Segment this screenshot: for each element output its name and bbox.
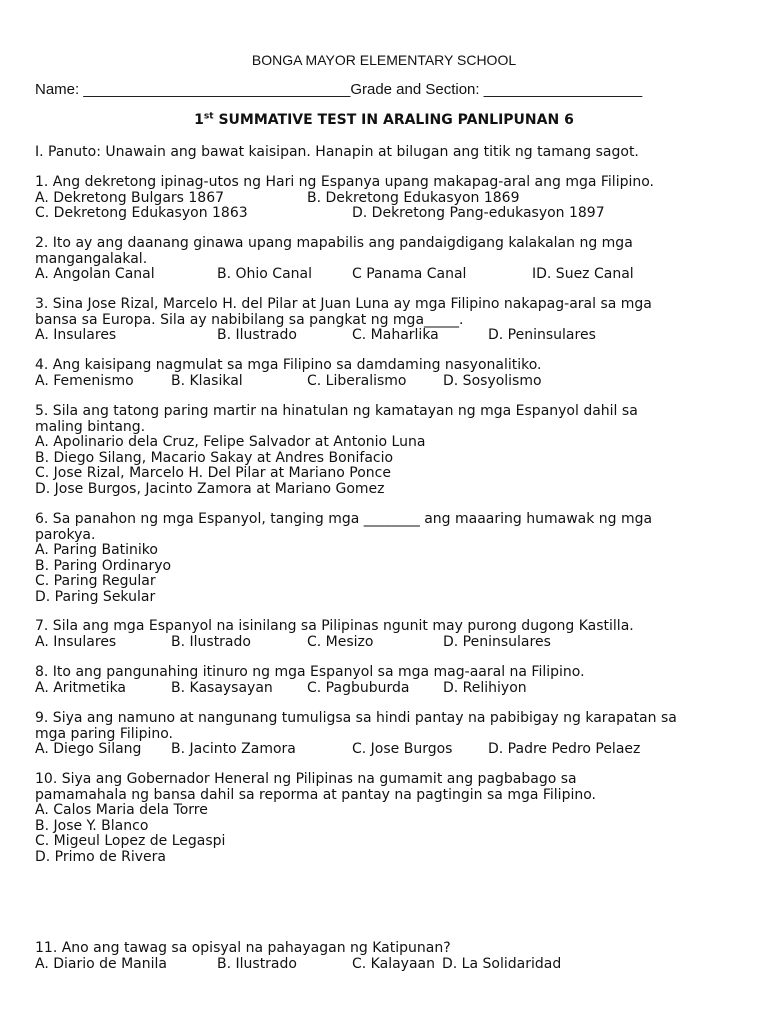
answer-option[interactable]: D. Peninsulares <box>488 327 596 343</box>
answer-option[interactable]: B. Ilustrado <box>171 633 251 650</box>
answer-option[interactable]: B. Ilustrado <box>217 327 297 343</box>
answer-option[interactable]: C. Migeul Lopez de Legaspi <box>35 833 226 849</box>
answer-option[interactable]: D. Dekretong Pang-edukasyon 1897 <box>352 205 605 221</box>
answer-option[interactable]: A. Dekretong Bulgars 1867 <box>35 189 225 206</box>
question-text: 2. Ito ay ang daanang ginawa upang mapabilis ang pandaigdigang kalakalan ng mga <box>35 235 633 251</box>
answer-option[interactable]: C. Maharlika <box>352 327 439 343</box>
answer-option[interactable]: C Panama Canal <box>352 266 467 282</box>
answer-option[interactable]: B. Dekretong Edukasyon 1869 <box>307 189 520 206</box>
answer-option[interactable]: A. Insulares <box>35 633 117 650</box>
question-text: mga paring Filipino. <box>35 725 173 742</box>
answer-option[interactable]: A. Calos Maria dela Torre <box>35 802 208 818</box>
answer-option[interactable]: D. Peninsulares <box>443 633 551 650</box>
answer-option[interactable]: B. Ohio Canal <box>217 266 312 282</box>
question-text: 8. Ito ang pangunahing itinuro ng mga Espanyol sa mga mag-aaral na Filipino. <box>35 664 585 680</box>
question-text: 11. Ano ang tawag sa opisyal na pahayagan ng Katipunan? <box>35 940 451 956</box>
answer-option[interactable]: B. Jacinto Zamora <box>171 741 296 757</box>
question-text: parokya. <box>35 526 96 543</box>
answer-option[interactable]: B. Ilustrado <box>217 955 297 972</box>
question-text: 10. Siya ang Gobernador Heneral ng Pilipinas na gumamit ang pagbabago sa <box>35 771 577 787</box>
answer-option[interactable]: C. Kalayaan <box>352 955 435 972</box>
answer-option[interactable]: D. Padre Pedro Pelaez <box>488 741 641 757</box>
answer-option[interactable]: D. Primo de Rivera <box>35 848 166 865</box>
question-text: 1. Ang dekretong ipinag-utos ng Hari ng Espanya upang makapag-aral ang mga Filipino. <box>35 174 655 190</box>
question-text: 7. Sila ang mga Espanyol na isinilang sa Pilipinas ngunit may purong dugong Kastilla. <box>35 618 634 634</box>
answer-option[interactable]: A. Paring Batiniko <box>35 542 158 558</box>
answer-option[interactable]: C. Liberalismo <box>307 372 407 389</box>
question-text: bansa sa Europa. Sila ay nabibilang sa pangkat ng mga_____. <box>35 311 464 328</box>
answer-option[interactable]: A. Femenismo <box>35 372 134 389</box>
name-label: Name: <box>35 81 84 98</box>
answer-option[interactable]: D. Relihiyon <box>443 679 527 696</box>
title-text: SUMMATIVE TEST IN ARALING PANLIPUNAN 6 <box>213 112 574 128</box>
answer-option[interactable]: D. Jose Burgos, Jacinto Zamora at Mariano Gomez <box>35 480 385 497</box>
question-text: 9. Siya ang namuno at nangunang tumuligsa sa hindi pantay na pabibigay ng karapatan sa <box>35 710 677 726</box>
name-grade-row <box>35 82 642 98</box>
grade-section-field[interactable]: ___________________ <box>483 81 643 98</box>
question-text: pamamahala ng bansa dahil sa reporma at pantay na pagtingin sa mga Filipino. <box>35 786 596 803</box>
answer-option[interactable]: B. Paring Ordinaryo <box>35 557 172 574</box>
answer-option[interactable]: B. Kasaysayan <box>171 679 273 696</box>
answer-option[interactable]: D. Sosyolismo <box>443 372 542 389</box>
question-text: maling bintang. <box>35 418 146 435</box>
question-text: 4. Ang kaisipang nagmulat sa mga Filipino sa damdaming nasyonalitiko. <box>35 357 542 373</box>
answer-option[interactable]: A. Insulares <box>35 327 117 343</box>
question-text: 5. Sila ang tatong paring martir na hinatulan ng kamatayan ng mga Espanyol dahil sa <box>35 403 638 419</box>
title-number: 1 <box>194 112 204 128</box>
answer-option[interactable]: D. Paring Sekular <box>35 588 156 605</box>
answer-option[interactable]: A. Diego Silang <box>35 741 142 757</box>
answer-option[interactable]: A. Aritmetika <box>35 679 127 696</box>
answer-option[interactable]: C. Jose Rizal, Marcelo H. Del Pilar at Mariano Ponce <box>35 465 391 481</box>
answer-option[interactable]: A. Diario de Manila <box>35 955 167 972</box>
answer-option[interactable]: B. Jose Y. Blanco <box>35 817 149 834</box>
answer-option[interactable]: B. Diego Silang, Macario Sakay at Andres Bonifacio <box>35 449 394 466</box>
answer-option[interactable]: B. Klasikal <box>171 372 243 389</box>
name-field[interactable]: ________________________________ <box>83 81 351 98</box>
answer-option[interactable]: C. Paring Regular <box>35 573 156 589</box>
answer-option[interactable]: C. Mesizo <box>307 633 374 650</box>
instructions: I. Panuto: Unawain ang bawat kaisipan. Hanapin at bilugan ang titik ng tamang sagot. <box>35 144 639 160</box>
answer-option[interactable]: ID. Suez Canal <box>532 266 634 282</box>
answer-option[interactable]: A. Angolan Canal <box>35 266 155 282</box>
answer-option[interactable]: D. La Solidaridad <box>442 955 562 972</box>
question-text: 3. Sina Jose Rizal, Marcelo H. del Pilar at Juan Luna ay mga Filipino nakapag-aral sa mga <box>35 296 652 312</box>
answer-option[interactable]: C. Dekretong Edukasyon 1863 <box>35 205 248 221</box>
answer-option[interactable]: C. Pagbuburda <box>307 679 410 696</box>
answer-option[interactable]: C. Jose Burgos <box>352 741 453 757</box>
answer-option[interactable]: A. Apolinario dela Cruz, Felipe Salvador at Antonio Luna <box>35 434 426 450</box>
title-superscript: st <box>203 111 214 122</box>
question-text: 6. Sa panahon ng mga Espanyol, tanging mga ________ ang maaaring humawak ng mga <box>35 511 653 527</box>
school-name: BONGA MAYOR ELEMENTARY SCHOOL <box>251 52 517 68</box>
test-title <box>0 112 768 128</box>
grade-section-label: Grade and Section: <box>350 81 484 98</box>
question-text: mangangalakal. <box>35 250 148 267</box>
